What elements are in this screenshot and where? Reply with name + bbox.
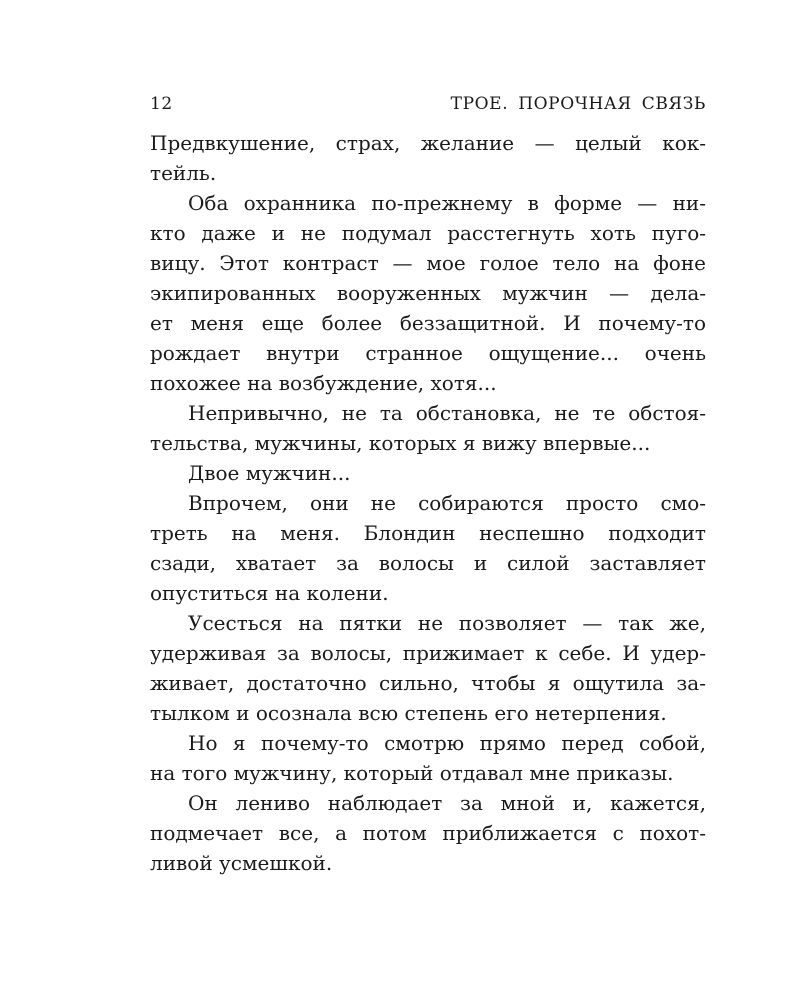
text-line: треть на меня. Блондин неспешно подходит xyxy=(150,521,706,545)
text-line: подмечает все, а потом приближается с похот- xyxy=(150,821,706,845)
page-number: 12 xyxy=(150,94,173,114)
text-line: живает, достаточно сильно, чтобы я ощутила за- xyxy=(150,671,706,695)
text-line: вицу. Этот контраст — мое голое тело на фоне xyxy=(150,251,706,275)
book-page xyxy=(150,88,706,878)
text-line: тельства, мужчины, которых я вижу впервые... xyxy=(150,431,651,455)
text-line: похожее на возбуждение, хотя... xyxy=(150,371,497,395)
text-line: опуститься на колени. xyxy=(150,581,389,605)
text-line: тейль. xyxy=(150,161,217,185)
text-line: Непривычно, не та обстановка, не те обстоя- xyxy=(188,401,706,425)
running-title: ТРОЕ. ПОРОЧНАЯ СВЯЗЬ xyxy=(450,94,706,114)
text-line: экипированных вооруженных мужчин — дела- xyxy=(150,281,706,305)
text-line: ет меня еще более беззащитной. И почему-то xyxy=(150,311,706,335)
text-line: Он лениво наблюдает за мной и, кажется, xyxy=(188,791,706,815)
text-line: Оба охранника по-прежнему в форме — ни- xyxy=(188,191,706,215)
text-line: Усесться на пятки не позволяет — так же, xyxy=(188,611,706,635)
text-line: рождает внутри странное ощущение... очень xyxy=(150,341,706,365)
text-line: ливой усмешкой. xyxy=(150,851,333,875)
text-line: удерживая за волосы, прижимает к себе. И удер- xyxy=(150,641,706,665)
page-header xyxy=(150,88,706,122)
text-line: на того мужчину, который отдавал мне приказы. xyxy=(150,761,674,785)
text-line: сзади, хватает за волосы и силой заставляет xyxy=(150,551,706,575)
text-line: Предвкушение, страх, желание — целый кок- xyxy=(150,131,706,155)
body-text xyxy=(150,128,706,878)
text-line: Но я почему-то смотрю прямо перед собой, xyxy=(188,731,706,755)
text-line: Впрочем, они не собираются просто смо- xyxy=(188,491,706,515)
text-line: кто даже и не подумал расстегнуть хоть пуго- xyxy=(150,221,706,245)
text-line: тылком и осознала всю степень его нетерпения. xyxy=(150,701,667,725)
text-line: Двое мужчин... xyxy=(188,461,351,485)
